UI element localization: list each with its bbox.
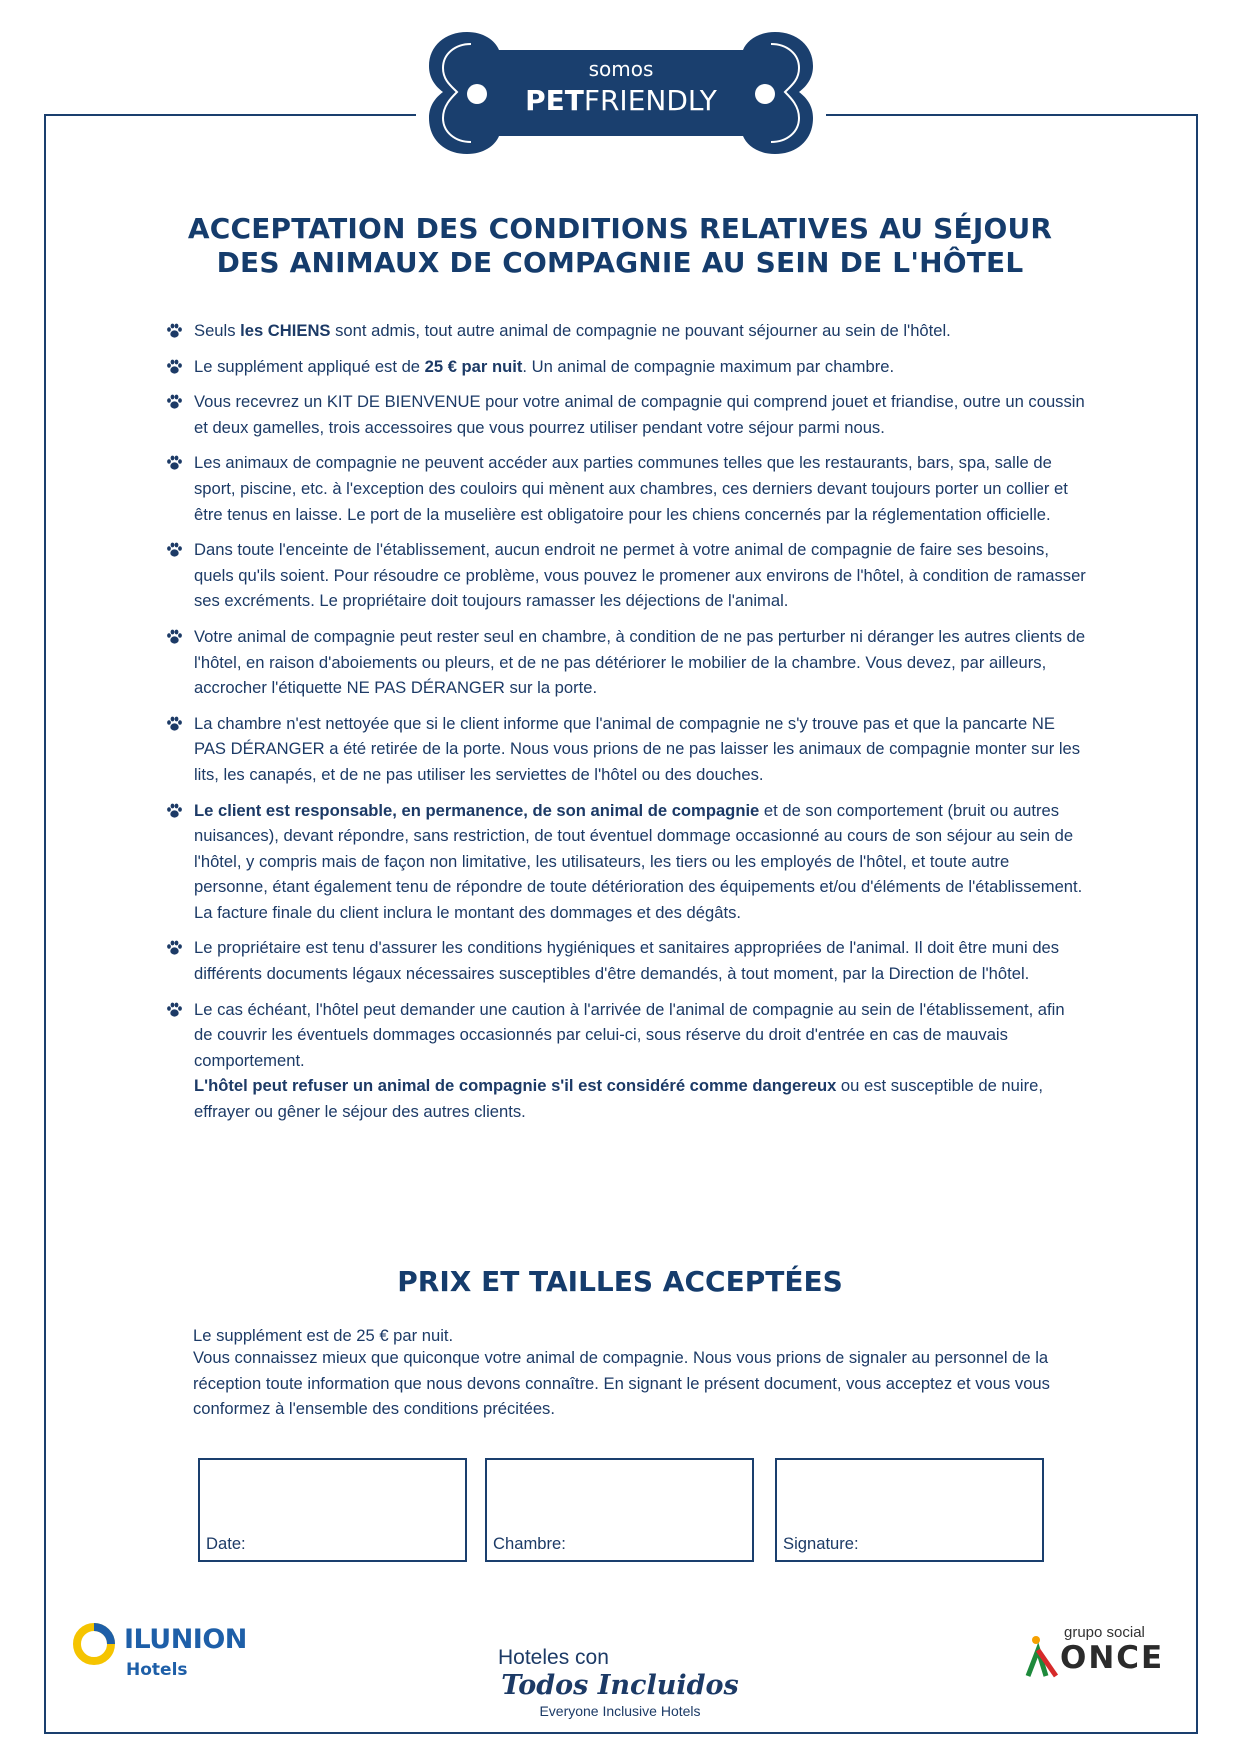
ilunion-name: ILUNION	[124, 1624, 247, 1655]
paw-icon	[166, 455, 183, 471]
pricing-line2: Vous connaissez mieux que quiconque votre animal de compagnie. Nous vous prions de signaler au personnel de la réception toute information que nous devons connaître. En signant le présent document, vous acceptez et vous vous conformez à l'ensemble des conditions précitées.	[193, 1348, 1050, 1419]
paw-icon	[166, 716, 183, 732]
condition-text: La chambre n'est nettoyée que si le client informe que l'animal de compagnie ne s'y trouve pas et que la pancarte NE PAS DÉRANGER a été retirée de la porte. Nous vous prions de ne pas laisser les animaux de compagnie monter sur les lits, les canapés, et de ne pas utiliser les serviettes de l'hôtel ou des douches.	[194, 713, 1081, 784]
condition-text: et de son comportement (bruit ou autres nuisances), devant répondre, sans restriction, de tout éventuel dommage occasionné au cours de son séjour au sein de l'hôtel, y compris mais de façon non limitative, les utilisateurs, les tiers ou les employés de l'hôtel, et toute autre personne, étant également tenu de répondre de toute détérioration des équipements et/ou d'éléments de l'établissement. La facture finale du client inclura le montant des dommages et des dégâts.	[194, 800, 1083, 922]
condition-bold-text: Le client est responsable, en permanence, de son animal de compagnie	[194, 800, 760, 820]
condition-item	[166, 711, 1086, 788]
ilunion-logo	[72, 1620, 252, 1682]
condition-text: ou est susceptible de nuire, effrayer ou gêner le séjour des autres clients.	[194, 1076, 1043, 1122]
date-label: Date:	[206, 1534, 246, 1553]
condition-text: sont admis, tout autre animal de compagnie ne pouvant séjourner au sein de l'hôtel.	[330, 321, 951, 340]
page-title	[100, 212, 1140, 280]
date-field[interactable]	[198, 1458, 467, 1562]
pricing-title: PRIX ET TAILLES ACCEPTÉES	[397, 1265, 843, 1298]
paw-icon	[166, 542, 183, 558]
condition-text: Le supplément appliqué est de	[194, 356, 425, 376]
bone-right-dot	[755, 84, 775, 104]
badge-main-text	[525, 84, 718, 117]
paw-icon	[166, 803, 183, 819]
pricing-text	[193, 1327, 1073, 1422]
condition-text: Seuls	[194, 321, 241, 340]
paw-icon	[166, 359, 183, 375]
condition-text: Le cas échéant, l'hôtel peut demander une caution à l'arrivée de l'animal de compagnie au sein de l'établissement, afin de couvrir les éventuels dommages occasionnés par celui-ci, sous réserve du droit d'entrée en cas de mauvais comportement.	[194, 999, 1065, 1070]
pet-friendly-bone-logo	[425, 18, 817, 166]
once-logo	[1024, 1624, 1164, 1684]
paw-icon	[166, 940, 183, 956]
condition-bold-text: les CHIENS	[240, 321, 331, 340]
condition-text: Les animaux de compagnie ne peuvent accéder aux parties communes telles que les restaurants, bars, spa, salle de sport, piscine, etc. à l'exception des couloirs qui mènent aux chambres, ces derniers devant toujours porter un collier et être tenus en laisse. Le port de la muselière est obligatoire pour les chiens concernés par la réglementation officielle.	[194, 453, 1068, 524]
badge-word2: FRIENDLY	[583, 84, 717, 117]
condition-item	[166, 624, 1086, 701]
once-person-icon	[1024, 1634, 1060, 1678]
condition-item	[166, 389, 1086, 440]
paw-icon	[166, 323, 183, 339]
ilunion-ring-icon	[72, 1622, 116, 1666]
once-name: ONCE	[1060, 1640, 1165, 1676]
condition-text: Vous recevrez un KIT DE BIENVENUE pour votre animal de compagnie qui comprend jouet et friandise, outre un coussin et deux gamelles, trois accessoires que vous pourrez utiliser pendant votre séjour parmi nous.	[194, 392, 1085, 437]
condition-item	[166, 318, 1086, 344]
condition-item	[166, 537, 1086, 614]
condition-item	[166, 354, 1086, 380]
condition-item	[166, 798, 1086, 926]
condition-text: Votre animal de compagnie peut rester seul en chambre, à condition de ne pas perturber ni déranger les autres clients de l'hôtel, en raison d'aboiements ou pleurs, et de ne pas détériorer le mobilier de la chambre. Vous devez, par ailleurs, accrocher l'étiquette NE PAS DÉRANGER sur la porte.	[194, 626, 1086, 698]
condition-extra	[194, 1073, 1086, 1124]
condition-item	[166, 935, 1086, 986]
room-label: Chambre:	[493, 1534, 566, 1553]
todos-line2: Todos Incluidos	[501, 1670, 739, 1701]
signature-field[interactable]	[775, 1458, 1044, 1562]
todos-line1: Hoteles con	[498, 1646, 609, 1669]
paw-icon	[166, 629, 183, 645]
bone-left-dot	[467, 84, 487, 104]
pricing-line1: Le supplément est de 25 € par nuit.	[193, 1326, 454, 1345]
todos-incluidos-logo	[480, 1646, 760, 1728]
conditions-list	[166, 318, 1086, 1135]
title-line2: DES ANIMAUX DE COMPAGNIE AU SEIN DE L'HÔTEL	[216, 246, 1024, 279]
condition-item	[166, 997, 1086, 1125]
signature-label: Signature:	[783, 1534, 859, 1553]
condition-text: Dans toute l'enceinte de l'établissement, aucun endroit ne permet à votre animal de compagnie de faire ses besoins, quels qu'ils soient. Pour résoudre ce problème, vous pouvez le promener aux environs de l'hôtel, à condition de ramasser ses excréments. Le propriétaire doit toujours ramasser les déjections de l'animal.	[194, 540, 1086, 611]
badge-top-text: somos	[588, 57, 654, 81]
once-top: grupo social	[1064, 1624, 1145, 1641]
todos-line3: Everyone Inclusive Hotels	[539, 1703, 701, 1719]
signature-boxes	[198, 1458, 1046, 1562]
room-field[interactable]	[485, 1458, 754, 1562]
condition-text: Le propriétaire est tenu d'assurer les conditions hygiéniques et sanitaires appropriées de l'animal. Il doit être muni des différents documents légaux nécessaires susceptibles d'être demandés, à tout moment, par la Direction de l'hôtel.	[194, 938, 1060, 984]
title-line1: ACCEPTATION DES CONDITIONS RELATIVES AU SÉJOUR	[187, 212, 1053, 245]
paw-icon	[166, 394, 183, 410]
paw-icon	[166, 1002, 183, 1018]
condition-item	[166, 450, 1086, 527]
condition-text: . Un animal de compagnie maximum par chambre.	[522, 356, 895, 376]
condition-bold-text: L'hôtel peut refuser un animal de compagnie s'il est considéré comme dangereux	[194, 1076, 837, 1096]
badge-word1: PET	[525, 84, 584, 117]
ilunion-sub: Hotels	[126, 1660, 188, 1680]
condition-bold-text: 25 € par nuit	[424, 356, 523, 376]
